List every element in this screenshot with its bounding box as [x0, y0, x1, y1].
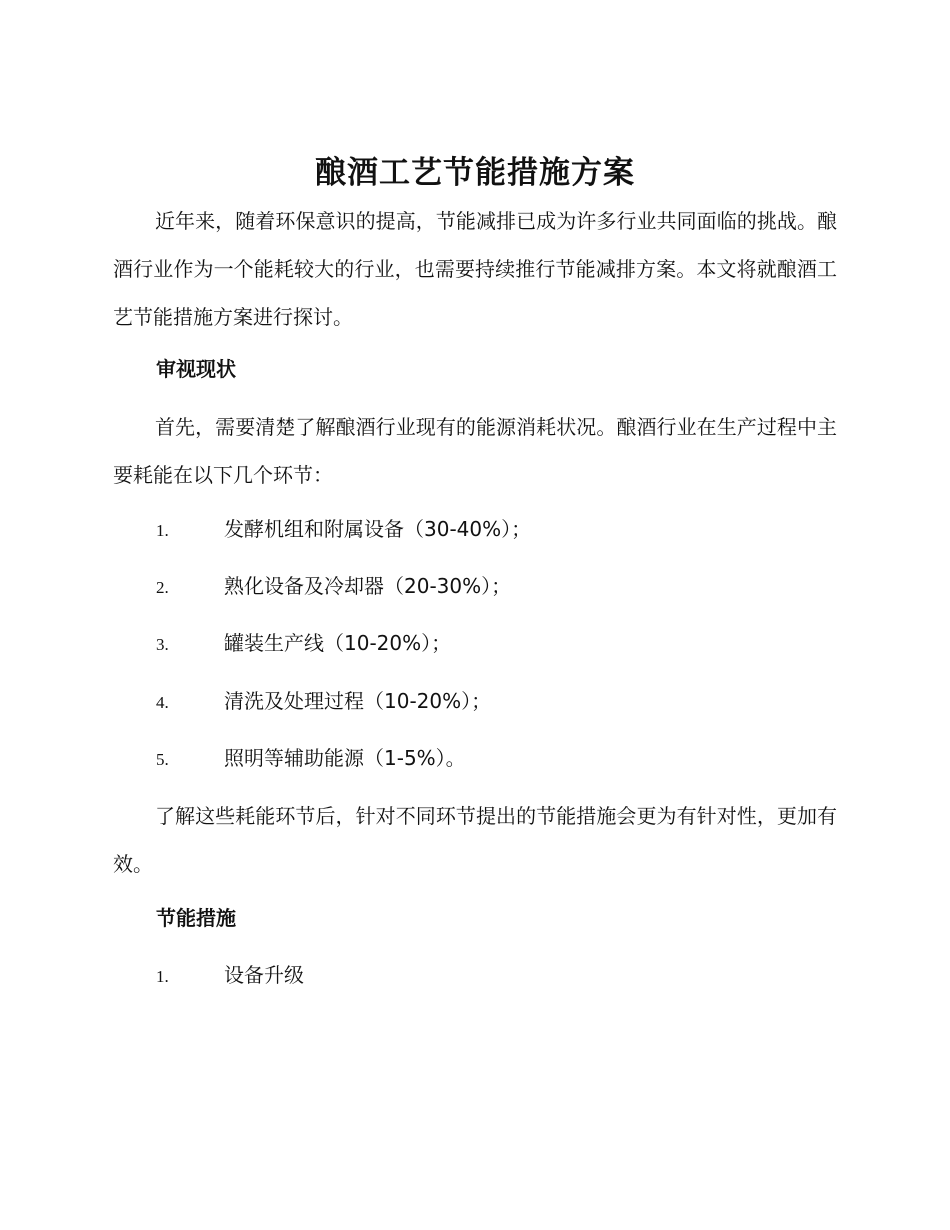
list-item-number: 3. [156, 635, 169, 654]
list-item-number: 1. [156, 521, 169, 540]
list-item [156, 515, 531, 543]
list-item [156, 687, 491, 715]
list-item [156, 572, 511, 600]
list-item-number: 2. [156, 578, 169, 597]
list-item-text: 清洗及处理过程（10-20%）； [224, 689, 492, 713]
list-item-number: 5. [156, 750, 169, 769]
document-title: 酿酒工艺节能措施方案 [315, 155, 635, 191]
list-item-text: 罐装生产线（10-20%）； [224, 631, 452, 655]
status-paragraph: 首先，需要清楚了解酿酒行业现有的能源消耗状况。酿酒行业在生产过程中主要耗能在以下几个环节： [113, 415, 837, 487]
status-conclusion-paragraph: 了解这些耗能环节后，针对不同环节提出的节能措施会更为有针对性，更加有效。 [113, 804, 837, 876]
list-item-number: 1. [156, 967, 169, 986]
section-heading-measures: 节能措施 [156, 906, 236, 930]
list-item-text: 照明等辅助能源（1-5%）。 [224, 746, 466, 770]
list-item-number: 4. [156, 693, 169, 712]
list-item-text: 熟化设备及冷却器（20-30%）； [224, 574, 512, 598]
intro-paragraph: 近年来，随着环保意识的提高，节能减排已成为许多行业共同面临的挑战。酿酒行业作为一个能耗较大的行业，也需要持续推行节能减排方案。本文将就酿酒工艺节能措施方案进行探讨。 [113, 209, 837, 329]
section-heading-status: 审视现状 [156, 357, 236, 381]
list-item-text: 设备升级 [224, 963, 304, 987]
list-item [156, 744, 466, 772]
list-item [156, 961, 304, 989]
list-item [156, 629, 451, 657]
list-item-text: 发酵机组和附属设备（30-40%）； [224, 517, 532, 541]
